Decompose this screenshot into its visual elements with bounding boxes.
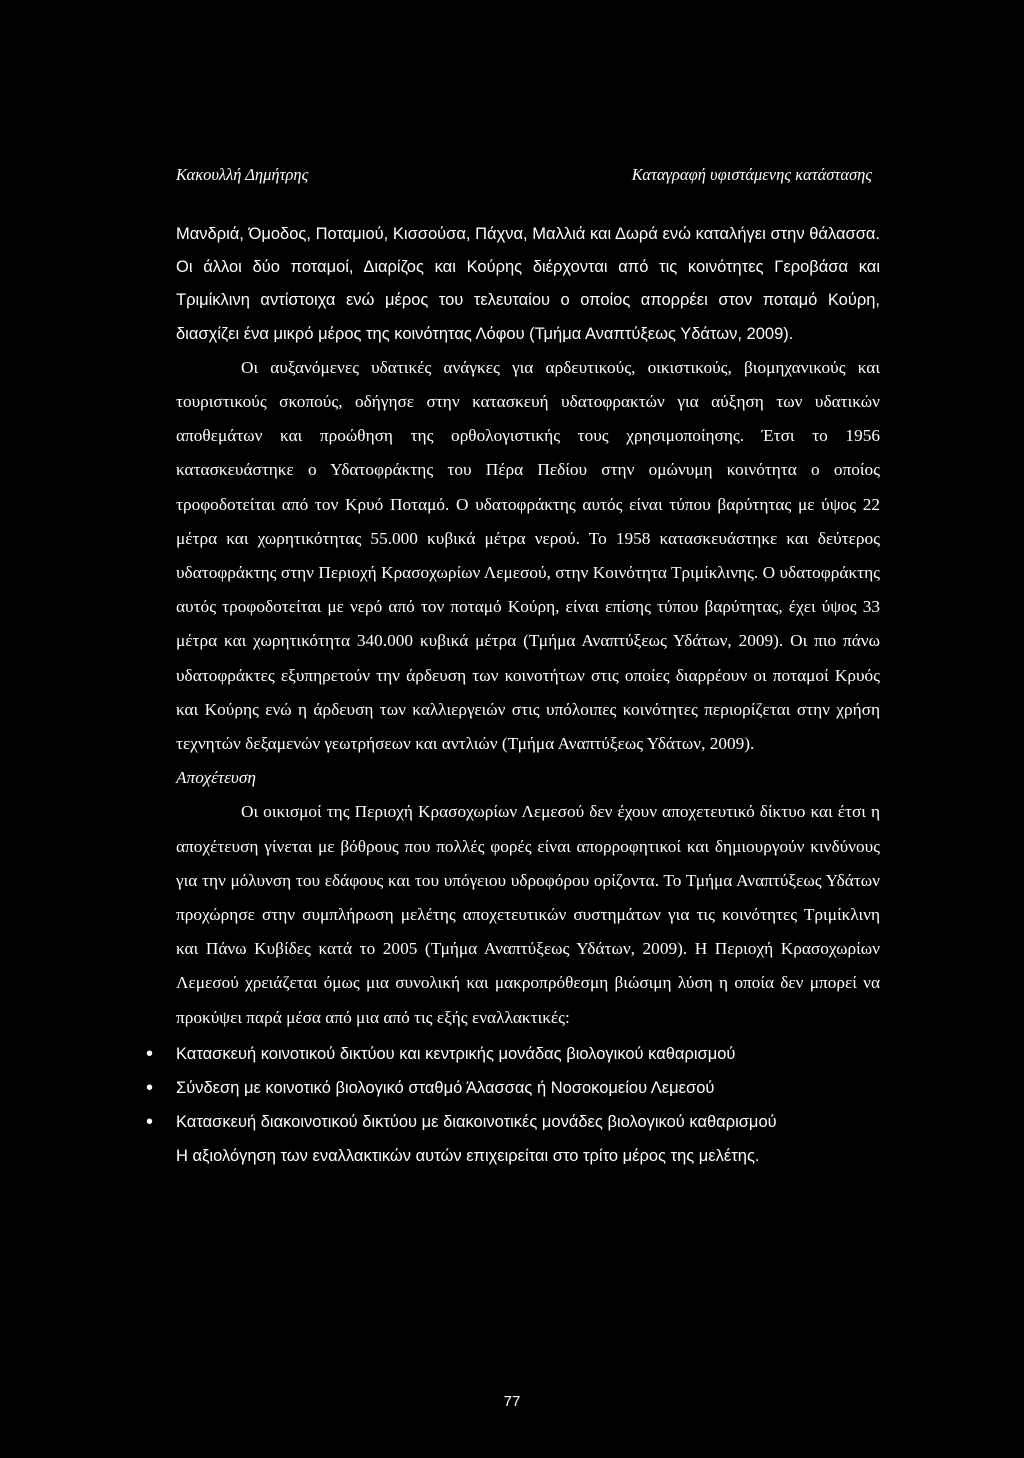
list-item-text: Σύνδεση με κοινοτικό βιολογικό σταθμό Άλασσας ή Νοσοκομείου Λεμεσού — [176, 1079, 715, 1098]
list-item-text: Κατασκευή διακοινοτικού δικτύου με διακοινοτικές μονάδες βιολογικού καθαρισμού — [176, 1113, 777, 1132]
alternatives-list — [146, 1037, 880, 1140]
bullet-icon: • — [146, 1111, 154, 1134]
main-content — [146, 218, 880, 1174]
page-header — [176, 162, 872, 188]
bullet-icon: • — [146, 1042, 154, 1065]
page-number: 77 — [503, 1393, 521, 1410]
list-item — [146, 1071, 880, 1105]
list-item-text: Κατασκευή κοινοτικού δικτύου και κεντρικής μονάδας βιολογικού καθαρισμού — [176, 1044, 736, 1063]
section-heading-sewerage: Αποχέτευση — [176, 768, 256, 788]
header-author: Κακουλλή Δημήτρης — [176, 165, 309, 184]
closing-sentence: Η αξιολόγηση των εναλλακτικών αυτών επιχειρείται στο τρίτο μέρος της μελέτης. — [176, 1147, 760, 1166]
paragraph-sewerage: Οι οικισμοί της Περιοχή Κρασοχωρίων Λεμεσού δεν έχουν αποχετευτικό δίκτυο και έτσι η αποχέτευση γίνεται με βόθρους που πολλές φορές είναι απορροφητικοί και δημιουργούν κινδύνους για την μόλυνση του εδάφους και του υπόγειου υδροφόρου ορίζοντα. Το Τμήμα Αναπτύξεως Υδάτων προχώρησε στην συμπλήρωση μελέτης αποχετευτικών συστημάτων για τις κοινότητες Τριμίκλινη και Πάνω Κυβίδες κατά το 2005 (Τμήμα Αναπτύξεως Υδάτων, 2009). Η Περιοχή Κρασοχωρίων Λεμεσού χρειάζεται όμως μια συνολική και μακροπρόθεσμη βιώσιμη λύση η οποία δεν μπορεί να προκύψει παρά μέσα από μια από τις εξής εναλλακτικές: — [176, 802, 880, 1027]
list-item — [146, 1037, 880, 1071]
paragraph-dams: Οι αυξανόμενες υδατικές ανάγκες για αρδευτικούς, οικιστικούς, βιομηχανικούς και τουριστικούς σκοπούς, οδήγησε στην κατασκευή υδατοφρακτών για αύξηση των υδατικών αποθεμάτων και προώθηση της ορθολογιστικής τους χρησιμοποίησης. Έτσι το 1956 κατασκευάστηκε ο Υδατοφράκτης του Πέρα Πεδίου στην ομώνυμη κοινότητα ο οποίος τροφοδοτείται από τον Κρυό Ποταμό. Ο υδατοφράκτης αυτός είναι τύπου βαρύτητας με ύψος 22 μέτρα και χωρητικότητας 55.000 κυβικά μέτρα νερού. Το 1958 κατασκευάστηκε και δεύτερος υδατοφράκτης στην Περιοχή Κρασοχωρίων Λεμεσού, στην Κοινότητα Τριμίκλινης. Ο υδατοφράκτης αυτός τροφοδοτείται με νερό από τον ποταμό Κούρη, είναι επίσης τύπου βαρύτητας, έχει ύψος 33 μέτρα και χωρητικότητα 340.000 κυβικά μέτρα (Τμήμα Αναπτύξεως Υδάτων, 2009). Οι πιο πάνω υδατοφράκτες εξυπηρετούν την άρδευση των κοινοτήτων στις οποίες διαρρέουν οι ποταμοί Κρυός και Κούρης ενώ η άρδευση των καλλιεργειών στις υπόλοιπες κοινότητες περιορίζεται στην χρήση τεχνητών δεξαμενών γεωτρήσεων και αντλιών (Τμήμα Αναπτύξεως Υδάτων, 2009). — [176, 357, 880, 754]
list-item — [146, 1105, 880, 1139]
header-section-title: Καταγραφή υφιστάμενης κατάστασης — [631, 165, 872, 184]
bullet-icon: • — [146, 1077, 154, 1100]
paragraph-rivers: Μανδριά, Όμοδος, Ποταμιού, Κισσούσα, Πάχνα, Μαλλιά και Δωρά ενώ καταλήγει στην θάλασσα. Οι άλλοι δύο ποταμοί, Διαρίζος και Κούρης διέρχονται από τις κοινότητες Γεροβάσα και Τριμίκλινη αντίστοιχα ενώ μέρος του τελευταίου ο οποίος απορρέει στον ποταμό Κούρη, διασχίζει ένα μικρό μέρος της κοινότητας Λόφου (Τμήμα Αναπτύξεως Υδάτων, 2009). — [176, 225, 880, 343]
page-footer — [0, 1393, 1024, 1415]
